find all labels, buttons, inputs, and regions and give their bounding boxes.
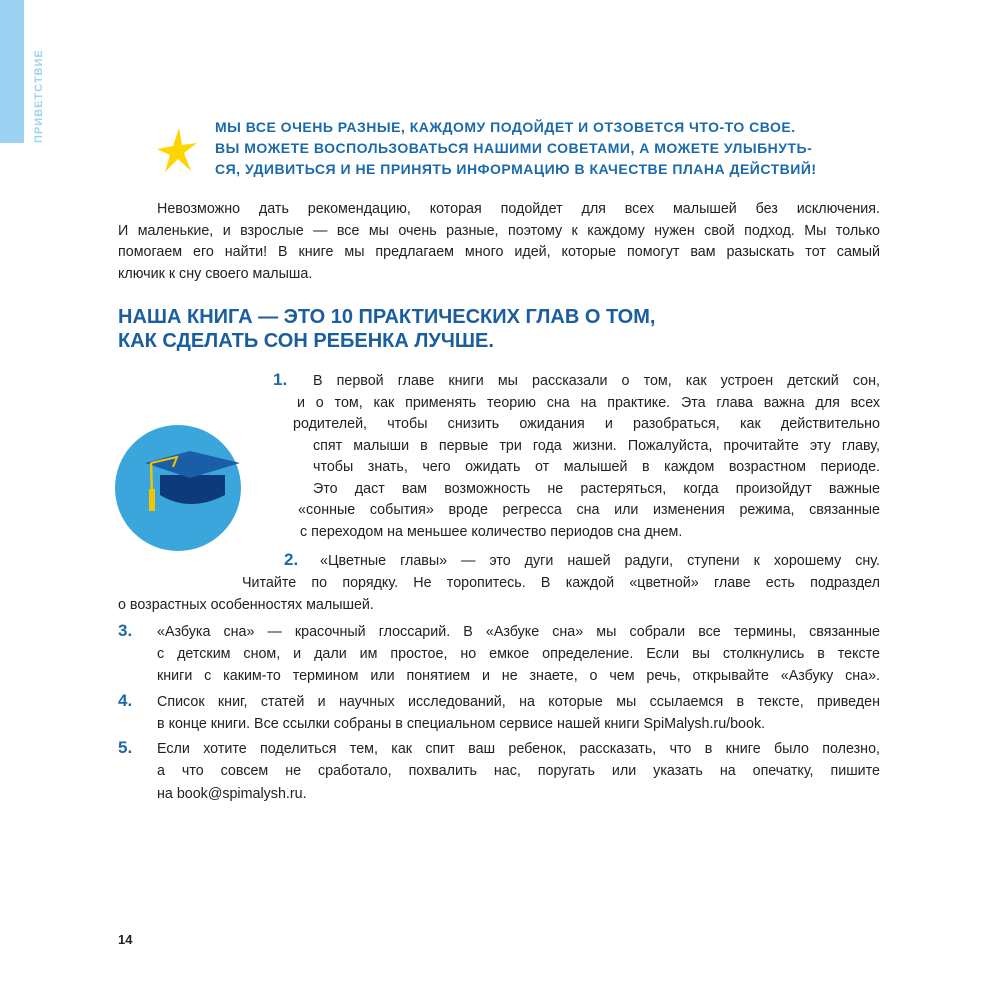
list-item-line: Если хотите поделиться тем, как спит ваш ребенок, рассказать, что в книге было полезно, bbox=[157, 741, 880, 757]
list-item-line: чтобы знать, чего ожидать от малышей в каждом возрастном периоде. bbox=[313, 459, 880, 475]
callout-line: МЫ ВСЕ ОЧЕНЬ РАЗНЫЕ, КАЖДОМУ ПОДОЙДЕТ И ОТЗОВЕТСЯ ЧТО-ТО СВОЕ. bbox=[215, 119, 796, 135]
list-item-line: «Цветные главы» — это дуги нашей радуги, ступени к хорошему сну. bbox=[320, 553, 880, 569]
graduation-cap-illustration bbox=[115, 425, 241, 551]
section-tab-label: ПРИВЕТСТВИЕ bbox=[33, 49, 45, 143]
list-item-line: о возрастных особенностях малышей. bbox=[118, 597, 374, 613]
list-item-line: родителей, чтобы снизить ожидания и разобраться, как действительно bbox=[293, 416, 880, 432]
list-item-line: «сонные события» вроде регресса сна или изменения режима, связанные bbox=[298, 502, 880, 518]
section-heading: НАША КНИГА — ЭТО 10 ПРАКТИЧЕСКИХ ГЛАВ О ТОМ, bbox=[118, 306, 656, 328]
list-item-line: и о том, как применять теорию сна на практике. Эта глава важна для всех bbox=[297, 395, 880, 411]
star-icon bbox=[155, 126, 199, 174]
list-item-line: спят малыши в первые три года жизни. Пожалуйста, прочитайте эту главу, bbox=[313, 438, 880, 454]
list-item-line: Список книг, статей и научных исследований, на которые мы ссылаемся в тексте, приведен bbox=[157, 694, 880, 710]
intro-line: И маленькие, и взрослые — все мы очень разные, поэтому к каждому нужен свой подход. Мы только bbox=[118, 223, 880, 239]
section-heading: КАК СДЕЛАТЬ СОН РЕБЕНКА ЛУЧШЕ. bbox=[118, 330, 494, 352]
list-item-line: а что совсем не сработало, похвалить нас, поругать или указать на опечатку, пишите bbox=[157, 763, 880, 779]
list-number: 1. bbox=[273, 370, 288, 389]
intro-line: помогаем его найти! В книге мы предлагаем много идей, которые помогут вам разыскать тот самый bbox=[118, 244, 880, 260]
page-number: 14 bbox=[118, 932, 133, 947]
list-number: 2. bbox=[284, 550, 299, 569]
callout-line: СЯ, УДИВИТЬСЯ И НЕ ПРИНЯТЬ ИНФОРМАЦИЮ В КАЧЕСТВЕ ПЛАНА ДЕЙСТВИЙ! bbox=[215, 161, 817, 177]
list-item-line: в конце книги. Все ссылки собраны в специальном сервисе нашей книги SpiMalysh.ru/book. bbox=[157, 716, 766, 732]
callout-line: ВЫ МОЖЕТЕ ВОСПОЛЬЗОВАТЬСЯ НАШИМИ СОВЕТАМИ, А МОЖЕТЕ УЛЫБНУТЬ- bbox=[215, 140, 813, 156]
email-link[interactable]: на book@spimalysh.ru. bbox=[157, 786, 307, 802]
list-number: 5. bbox=[118, 738, 133, 757]
list-item-line: книги с каким-то термином или понятием и не знаете, о чем речь, открывайте «Азбуку сна». bbox=[157, 668, 880, 684]
list-item-line: Читайте по порядку. Не торопитесь. В каждой «цветной» главе есть подраздел bbox=[242, 575, 880, 591]
list-item-line: В первой главе книги мы рассказали о том, как устроен детский сон, bbox=[313, 373, 880, 389]
section-tab bbox=[0, 0, 24, 143]
graduation-cap-icon bbox=[115, 425, 241, 551]
intro-line: ключик к сну своего малыша. bbox=[118, 266, 313, 282]
intro-line: Невозможно дать рекомендацию, которая подойдет для всех малышей без исключения. bbox=[157, 201, 880, 217]
list-item-line: «Азбука сна» — красочный глоссарий. В «Азбуке сна» мы собрали все термины, связанные bbox=[157, 624, 880, 640]
list-item-line: с детским сном, и дали им простое, но емкое определение. Если вы столкнулись в тексте bbox=[157, 646, 880, 662]
list-item-line: с переходом на меньшее количество периодов сна днем. bbox=[300, 524, 683, 540]
list-number: 4. bbox=[118, 691, 133, 710]
list-item-line: Это даст вам возможность не растеряться, когда произойдут важные bbox=[313, 481, 880, 497]
list-number: 3. bbox=[118, 621, 133, 640]
